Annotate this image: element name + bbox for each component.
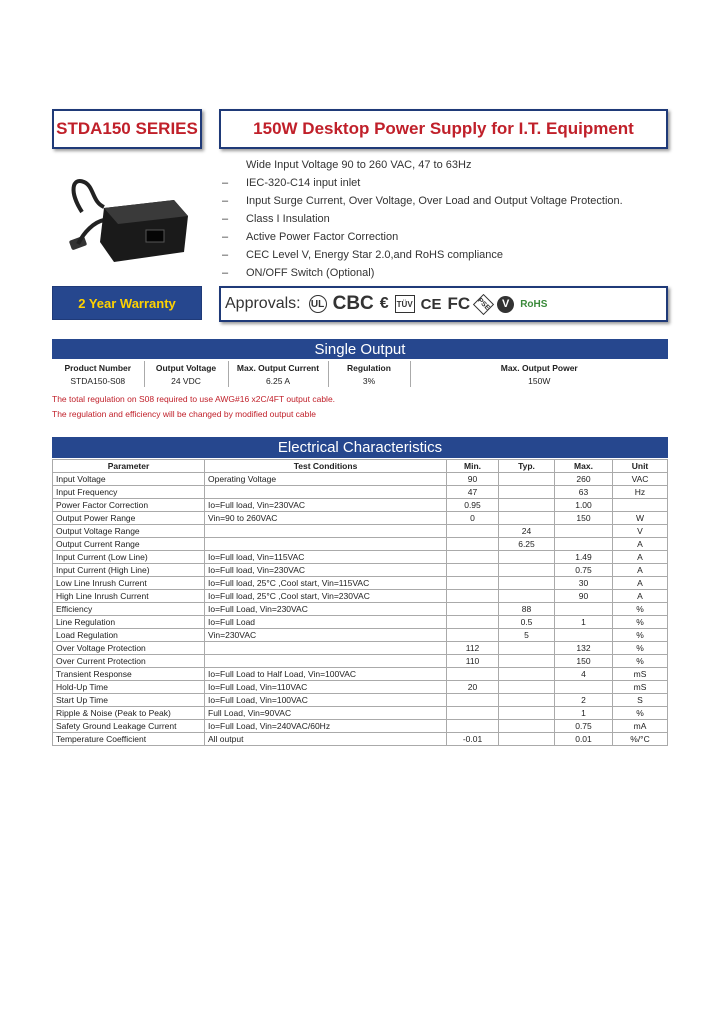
table-cell: Start Up Time <box>53 694 205 707</box>
table-cell: % <box>613 642 668 655</box>
table-row <box>53 538 668 551</box>
table-cell: 88 <box>499 603 555 616</box>
table-cell <box>555 603 613 616</box>
table-cell: Safety Ground Leakage Current <box>53 720 205 733</box>
table-cell: A <box>613 551 668 564</box>
table-cell: High Line Inrush Current <box>53 590 205 603</box>
table-cell <box>499 512 555 525</box>
table-cell: 150 <box>555 655 613 668</box>
table-cell <box>555 681 613 694</box>
table-cell: 47 <box>447 486 499 499</box>
approvals-box <box>219 286 668 322</box>
table-cell <box>499 707 555 720</box>
table-cell: VAC <box>613 473 668 486</box>
table-cell: Power Factor Correction <box>53 499 205 512</box>
table-cell: Over Current Protection <box>53 655 205 668</box>
table-cell <box>499 694 555 707</box>
table-cell <box>555 525 613 538</box>
table-cell: Load Regulation <box>53 629 205 642</box>
table-cell: A <box>613 577 668 590</box>
table-cell: 1 <box>555 616 613 629</box>
table-cell <box>447 629 499 642</box>
table-cell <box>205 525 447 538</box>
table-row <box>53 616 668 629</box>
table-cell <box>555 629 613 642</box>
table-cell: % <box>613 707 668 720</box>
table-row <box>53 564 668 577</box>
table-cell: Output Power Range <box>53 512 205 525</box>
table-cell <box>447 616 499 629</box>
feature-list <box>222 156 623 282</box>
table-cell <box>447 577 499 590</box>
table-cell <box>447 590 499 603</box>
table-cell: Input Current (High Line) <box>53 564 205 577</box>
table-cell: 2 <box>555 694 613 707</box>
table-cell: 1.49 <box>555 551 613 564</box>
table-cell: Ripple & Noise (Peak to Peak) <box>53 707 205 720</box>
table-cell <box>613 499 668 512</box>
table-cell: 0.75 <box>555 720 613 733</box>
table-cell <box>499 733 555 746</box>
table-cell <box>499 681 555 694</box>
table-cell <box>447 603 499 616</box>
table-cell: % <box>613 629 668 642</box>
table-cell: Io=Full Load, Vin=110VAC <box>205 681 447 694</box>
table-row <box>53 733 668 746</box>
table-cell: Io=Full load, 25°C ,Cool start, Vin=230VAC <box>205 590 447 603</box>
table-cell: 90 <box>555 590 613 603</box>
table-cell: Temperature Coefficient <box>53 733 205 746</box>
fcc-mark-icon: FC <box>447 294 471 313</box>
table-cell: mA <box>613 720 668 733</box>
table-cell: Line Regulation <box>53 616 205 629</box>
table-cell <box>499 551 555 564</box>
series-title: STDA150 SERIES <box>52 109 202 149</box>
table-cell: A <box>613 590 668 603</box>
table-cell: 0 <box>447 512 499 525</box>
table-cell <box>205 655 447 668</box>
warranty-badge: 2 Year Warranty <box>52 286 202 320</box>
table-cell: % <box>613 616 668 629</box>
table-row <box>53 551 668 564</box>
table-cell: Io=Full Load to Half Load, Vin=100VAC <box>205 668 447 681</box>
table-cell: V <box>613 525 668 538</box>
table-cell: Io=Full Load, Vin=240VAC/60Hz <box>205 720 447 733</box>
table-row <box>53 499 668 512</box>
table-cell: 150 <box>555 512 613 525</box>
table-row <box>53 642 668 655</box>
table-cell: Io=Full load, 25°C ,Cool start, Vin=115VAC <box>205 577 447 590</box>
table-row <box>53 668 668 681</box>
cbc-mark-icon: CBC <box>332 293 374 314</box>
table-cell: Efficiency <box>53 603 205 616</box>
pse-mark-icon: PSE <box>473 293 494 314</box>
table-cell: 4 <box>555 668 613 681</box>
table-cell: Over Voltage Protection <box>53 642 205 655</box>
table-cell: 90 <box>447 473 499 486</box>
euro-mark-icon: € <box>379 295 389 312</box>
table-cell: Operating Voltage <box>205 473 447 486</box>
regulation-note: The total regulation on S08 required to use AWG#16 x2C/4FT output cable. <box>52 394 336 404</box>
table-cell: 5 <box>499 629 555 642</box>
table-cell: Output Voltage Range <box>53 525 205 538</box>
table-cell: 6.25 <box>499 538 555 551</box>
page-title: 150W Desktop Power Supply for I.T. Equipment <box>219 109 668 149</box>
power-supply-image <box>64 172 192 272</box>
feature-item: – CEC Level V, Energy Star 2.0,and RoHS compliance <box>222 249 504 261</box>
table-cell <box>447 525 499 538</box>
table-cell: Io=Full load, Vin=230VAC <box>205 499 447 512</box>
single-output-table <box>52 361 668 387</box>
table-cell <box>499 642 555 655</box>
table-cell <box>499 720 555 733</box>
table-row <box>53 512 668 525</box>
table-row <box>53 629 668 642</box>
table-row <box>53 681 668 694</box>
table-cell: -0.01 <box>447 733 499 746</box>
table-row: STDA150-S08 24 VDC 6.25 A 3% 150W <box>52 374 668 387</box>
table-cell: 30 <box>555 577 613 590</box>
table-cell: mS <box>613 668 668 681</box>
table-cell: Hold-Up Time <box>53 681 205 694</box>
table-cell <box>447 694 499 707</box>
table-cell: 1 <box>555 707 613 720</box>
ce-mark-icon: CE <box>420 295 442 313</box>
table-cell: 24 <box>499 525 555 538</box>
table-row <box>53 525 668 538</box>
single-output-heading: Single Output <box>52 339 668 359</box>
feature-item: – Input Surge Current, Over Voltage, Over Load and Output Voltage Protection. <box>222 195 623 207</box>
table-header-row: Parameter Test Conditions Min. Typ. Max. Unit <box>53 460 668 473</box>
table-cell <box>205 642 447 655</box>
table-cell: Output Current Range <box>53 538 205 551</box>
table-cell: % <box>613 603 668 616</box>
feature-item: – Active Power Factor Correction <box>222 231 399 243</box>
table-cell <box>499 655 555 668</box>
table-cell: 110 <box>447 655 499 668</box>
table-row <box>53 473 668 486</box>
table-cell: Transient Response <box>53 668 205 681</box>
table-cell <box>555 538 613 551</box>
feature-item: Wide Input Voltage 90 to 260 VAC, 47 to 63Hz <box>246 159 472 171</box>
table-cell: Vin=230VAC <box>205 629 447 642</box>
table-cell <box>499 499 555 512</box>
table-cell: Full Load, Vin=90VAC <box>205 707 447 720</box>
table-cell: 1.00 <box>555 499 613 512</box>
table-cell: Io=Full Load <box>205 616 447 629</box>
table-cell <box>447 720 499 733</box>
efficiency-note: The regulation and efficiency will be changed by modified output cable <box>52 409 316 419</box>
table-cell: Low Line Inrush Current <box>53 577 205 590</box>
table-cell: Hz <box>613 486 668 499</box>
table-cell: Io=Full Load, Vin=230VAC <box>205 603 447 616</box>
table-row <box>53 590 668 603</box>
table-cell <box>447 668 499 681</box>
table-cell: %/°C <box>613 733 668 746</box>
table-cell <box>499 590 555 603</box>
table-cell: Io=Full Load, Vin=100VAC <box>205 694 447 707</box>
table-cell: Io=Full load, Vin=115VAC <box>205 551 447 564</box>
table-cell: 0.5 <box>499 616 555 629</box>
table-cell: Vin=90 to 260VAC <box>205 512 447 525</box>
table-cell <box>447 538 499 551</box>
table-cell: W <box>613 512 668 525</box>
level-v-mark-icon: V <box>497 296 514 313</box>
ul-mark-icon: UL <box>309 295 327 313</box>
table-cell: 0.01 <box>555 733 613 746</box>
feature-item: – IEC-320-C14 input inlet <box>222 177 361 189</box>
table-cell: 63 <box>555 486 613 499</box>
table-row <box>53 720 668 733</box>
table-cell: 132 <box>555 642 613 655</box>
table-cell: 112 <box>447 642 499 655</box>
table-cell <box>499 668 555 681</box>
table-cell: % <box>613 655 668 668</box>
table-cell: All output <box>205 733 447 746</box>
table-cell <box>447 564 499 577</box>
tuv-mark-icon: TÜV <box>395 295 415 313</box>
table-cell: A <box>613 564 668 577</box>
electrical-heading: Electrical Characteristics <box>52 437 668 458</box>
table-cell: 260 <box>555 473 613 486</box>
table-row <box>53 577 668 590</box>
table-row <box>53 603 668 616</box>
table-cell <box>205 486 447 499</box>
table-cell <box>447 707 499 720</box>
table-cell <box>447 551 499 564</box>
rohs-mark-icon: RoHS <box>520 298 548 310</box>
table-cell <box>205 538 447 551</box>
approvals-label: Approvals: <box>225 295 301 312</box>
table-cell: Input Frequency <box>53 486 205 499</box>
table-cell: mS <box>613 681 668 694</box>
table-cell: Input Current (Low Line) <box>53 551 205 564</box>
table-cell <box>499 473 555 486</box>
table-cell: A <box>613 538 668 551</box>
table-row <box>53 707 668 720</box>
feature-item: – ON/OFF Switch (Optional) <box>222 267 375 279</box>
table-cell <box>499 564 555 577</box>
table-cell <box>499 577 555 590</box>
table-row <box>53 694 668 707</box>
table-cell: 0.75 <box>555 564 613 577</box>
table-row <box>53 486 668 499</box>
table-cell: 0.95 <box>447 499 499 512</box>
table-row <box>53 655 668 668</box>
table-header-row: Product Number Output Voltage Max. Output Current Regulation Max. Output Power <box>52 361 668 374</box>
feature-item: – Class I Insulation <box>222 213 330 225</box>
electrical-table <box>52 459 668 746</box>
table-cell: 20 <box>447 681 499 694</box>
table-cell <box>499 486 555 499</box>
table-cell: Input Voltage <box>53 473 205 486</box>
table-cell: Io=Full load, Vin=230VAC <box>205 564 447 577</box>
table-cell: S <box>613 694 668 707</box>
